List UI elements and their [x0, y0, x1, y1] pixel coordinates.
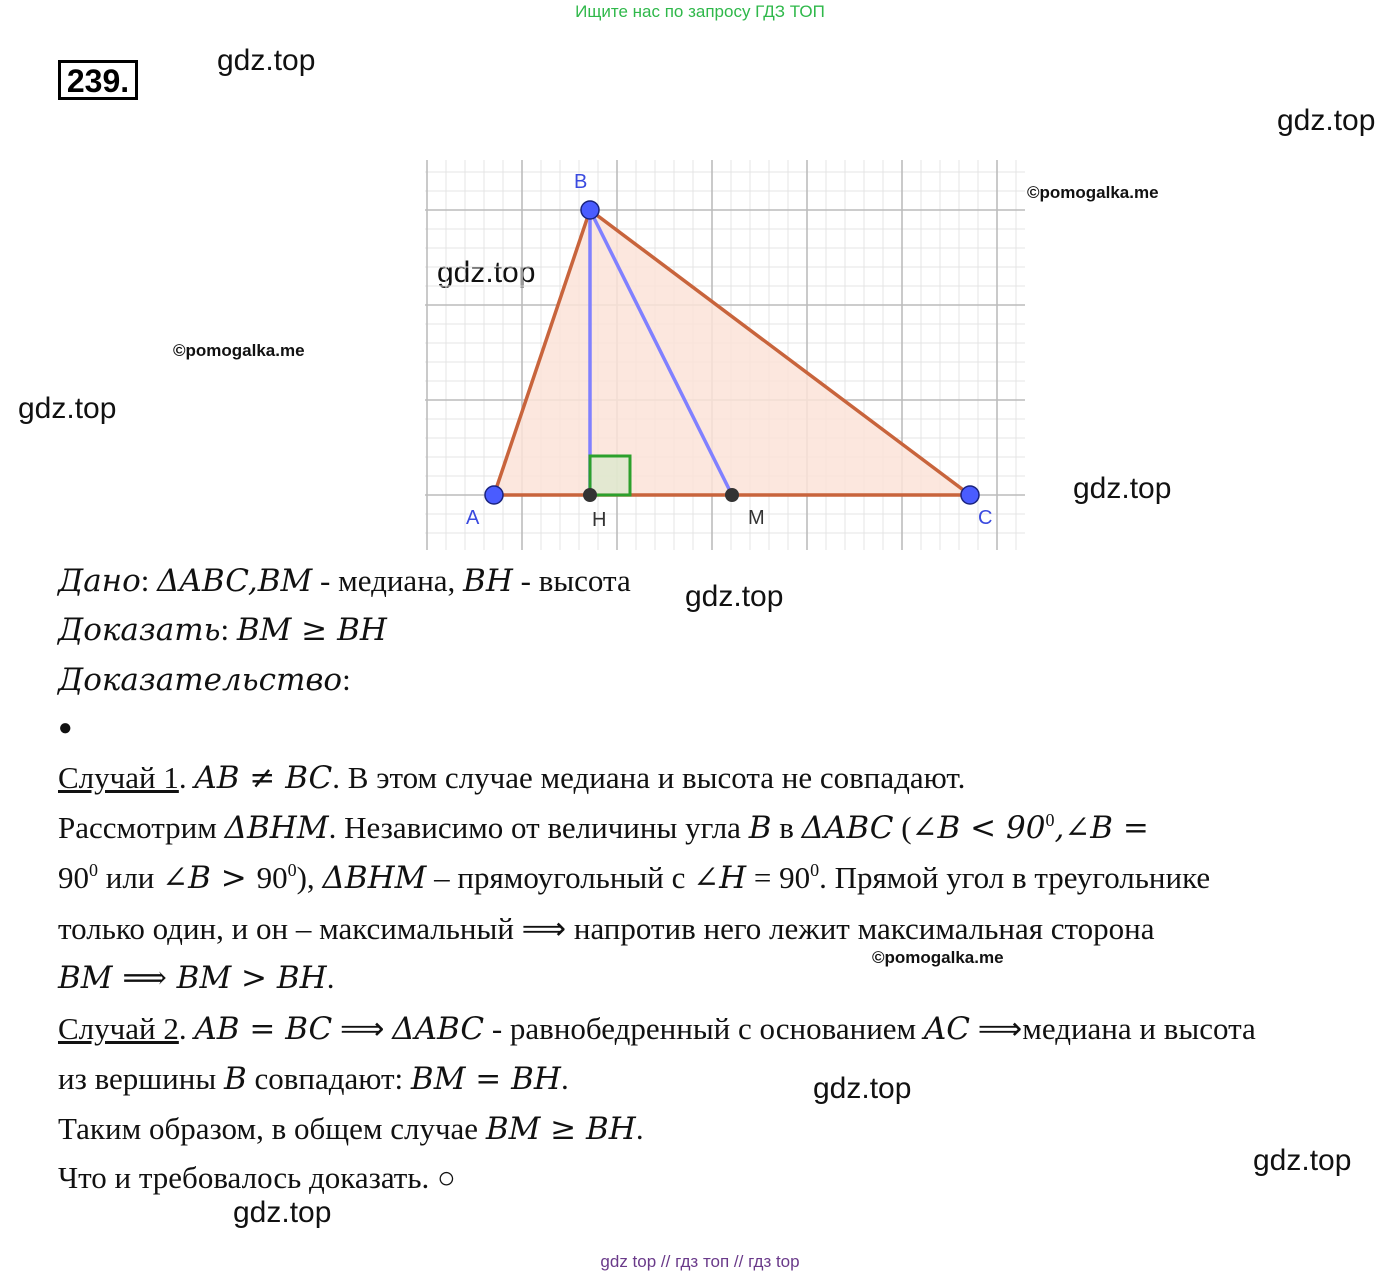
label-a: A — [466, 507, 480, 529]
prove-line: Доказать: BM ≥ BH — [58, 612, 387, 648]
label-b: B — [574, 171, 588, 193]
watermark: gdz.top — [437, 256, 536, 289]
copyright: ©pomogalka.me — [872, 948, 1004, 967]
watermark: gdz.top — [233, 1196, 332, 1229]
watermark: gdz.top — [1073, 472, 1172, 505]
triangle-figure — [420, 160, 1030, 555]
case2-line2: из вершины B совпадают: BM = BH. — [58, 1061, 569, 1097]
proof-label: Доказательство: — [58, 662, 351, 698]
conclusion-line: Таким образом, в общем случае BM ≥ BH. — [58, 1111, 644, 1147]
copyright: ©pomogalka.me — [1027, 183, 1159, 202]
top-banner: Ищите нас по запросу ГДЗ ТОП — [575, 2, 825, 21]
point-h — [583, 488, 597, 502]
case1-line4: только один, и он – максимальный ⟹ напротив него лежит максимальная сторона — [58, 911, 1155, 946]
triangle-fill — [494, 210, 970, 495]
point-b — [581, 201, 599, 219]
bullet: ● — [58, 715, 73, 741]
point-m — [725, 488, 739, 502]
point-a — [485, 486, 503, 504]
watermark: gdz.top — [217, 44, 316, 77]
point-c — [961, 486, 979, 504]
watermark: gdz.top — [813, 1072, 912, 1105]
label-m: M — [748, 507, 765, 529]
problem-number: 239. — [58, 60, 138, 100]
right-angle-mark — [590, 456, 630, 495]
label-c: C — [978, 507, 993, 529]
case1-line5: BM ⟹ BM > BH. — [58, 960, 335, 996]
watermark: gdz.top — [1253, 1144, 1352, 1177]
given-line: Дано: ΔABC,BM - медиана, BH - высота — [58, 563, 631, 599]
copyright: ©pomogalka.me — [173, 341, 305, 360]
case1-line1: Случай 1. AB ≠ BC. В этом случае медиана и высота не совпадают. — [58, 760, 966, 796]
watermark: gdz.top — [18, 392, 117, 425]
label-h: H — [592, 509, 607, 531]
case2-line1: Случай 2. AB = BC ⟹ ΔABC - равнобедренный с основанием AC ⟹медиана и высота — [58, 1011, 1256, 1047]
watermark: gdz.top — [685, 580, 784, 613]
qed-line: Что и требовалось доказать. ○ — [58, 1160, 456, 1195]
case1-line2: Рассмотрим ΔBHM. Независимо от величины угла B в ΔABC (∠B < $90^0,\angle B$ = — [58, 810, 1149, 846]
watermark: gdz.top — [1277, 104, 1376, 137]
footer-links: gdz top // гдз топ // гдз top — [600, 1252, 800, 1271]
case1-line3: $90^0$ или ∠B > $90^0$), ΔBHM – прямоугольный с ∠H = $90^0$. Прямой угол в треугольнике — [58, 860, 1211, 896]
